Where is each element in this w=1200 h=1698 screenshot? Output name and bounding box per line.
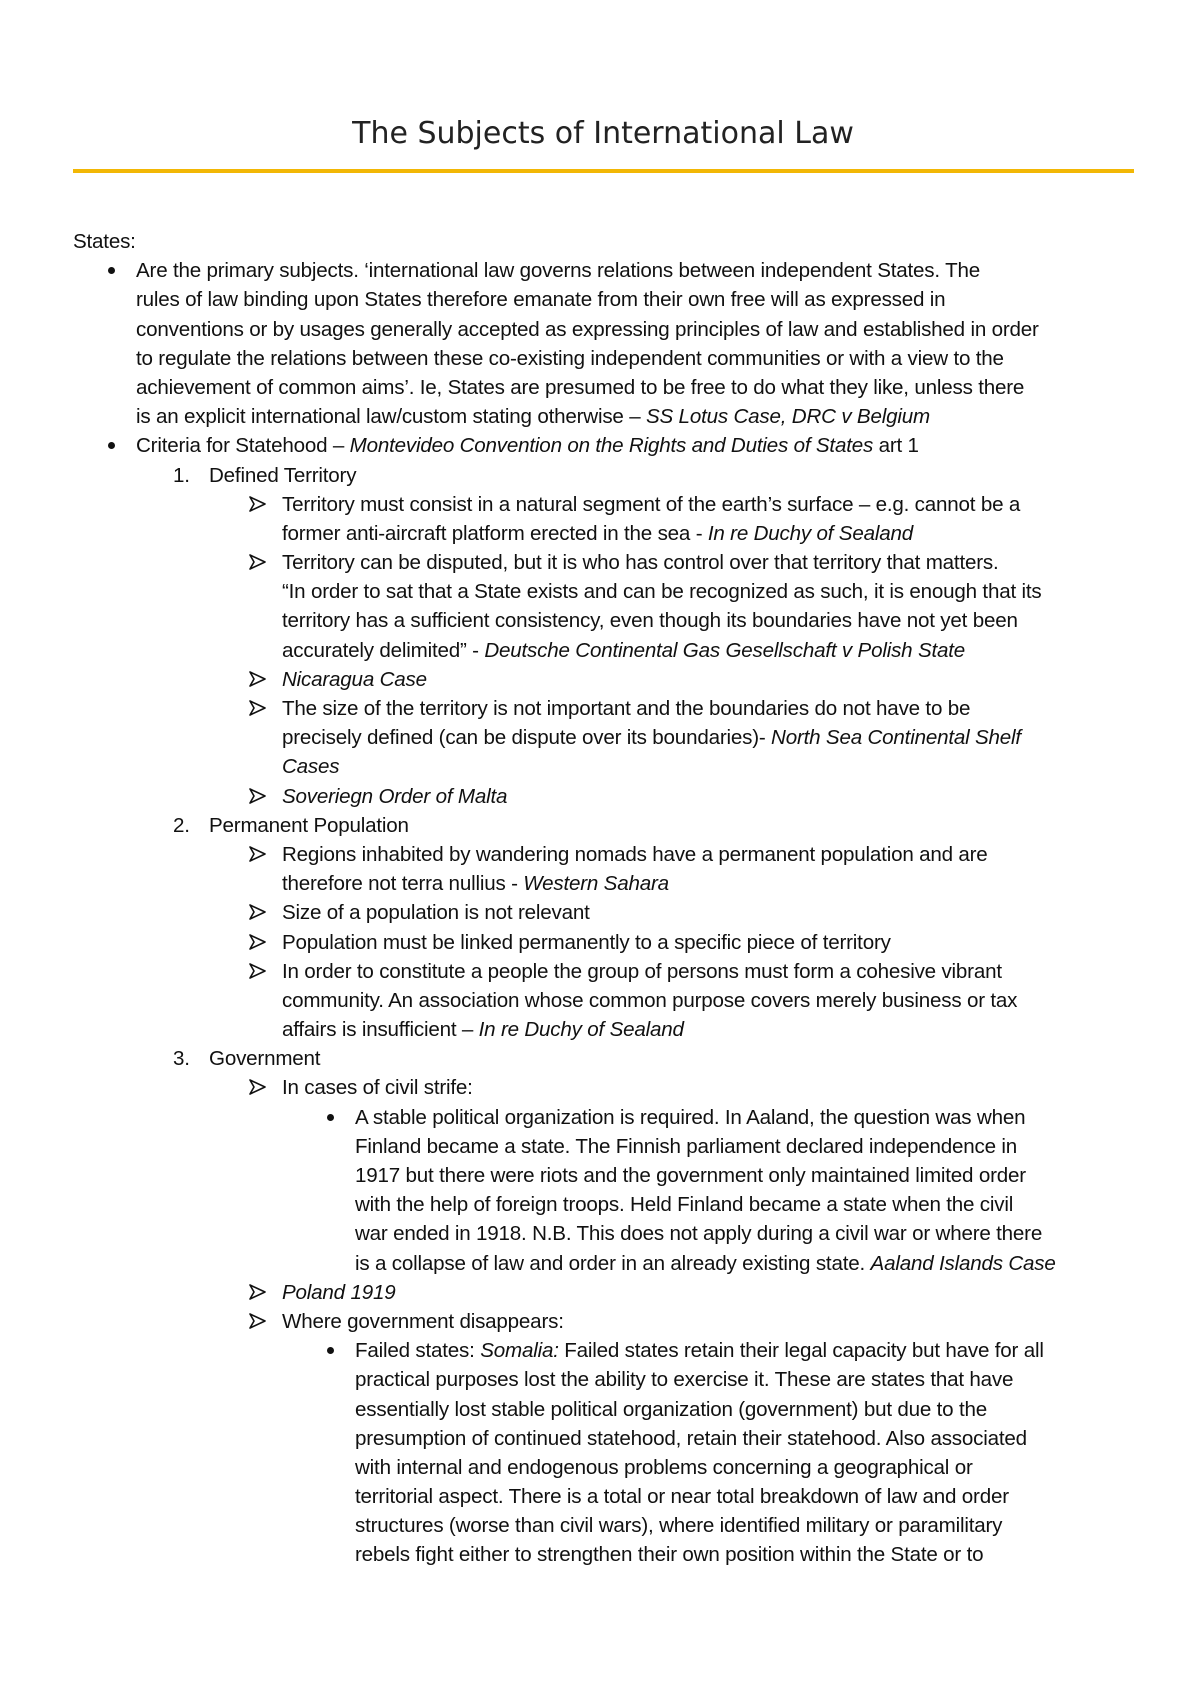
line-text: [355, 1395, 987, 1424]
text-run: structures (worse than civil wars), where identified military or paramilitary: [355, 1514, 1003, 1538]
arrow-bullet-icon: [248, 551, 268, 571]
bullet-dot-icon: [108, 267, 115, 274]
text-run: Permanent Population: [209, 813, 409, 837]
arrow-bullet-icon: [248, 960, 268, 980]
text-run: territory has a sufficient consistency, even though its boundaries have not yet been: [282, 609, 1018, 633]
line-text: [282, 606, 1018, 635]
line-text: [355, 1219, 1042, 1248]
continuation-line: [73, 373, 1143, 402]
text-run: The size of the territory is not important and the boundaries do not have to be: [282, 697, 971, 720]
bullet-item: [73, 1103, 1143, 1132]
text-run: former anti-aircraft platform erected in the sea -: [282, 521, 708, 545]
line-text: [282, 898, 590, 927]
arrow-bullet-icon: [248, 697, 268, 717]
arrow-bullet-icon: [248, 1281, 268, 1301]
text-run: achievement of common aims’. Ie, States are presumed to be free to do what they like, unless there: [136, 375, 1025, 399]
line-text: [355, 1132, 1017, 1161]
text-run: Size of a population is not relevant: [282, 901, 590, 925]
bullet-item: [73, 1336, 1143, 1365]
line-text: [355, 1336, 1044, 1365]
line-text: [355, 1453, 973, 1482]
text-run: Where government disappears:: [282, 1309, 564, 1333]
line-text: [282, 636, 965, 665]
case-citation: Nicaragua Case: [282, 667, 427, 691]
list-number: 1.: [173, 463, 190, 487]
num-item: [73, 461, 1143, 490]
text-run: practical purposes lost the ability to exercise it. These are states that have: [355, 1368, 1014, 1392]
line-text: [355, 1424, 1027, 1453]
continuation-line: [73, 606, 1143, 635]
line-text: [282, 957, 1002, 986]
line-text: [282, 1278, 395, 1307]
arrow-item: [73, 840, 1143, 869]
document-title: The Subjects of International Law: [352, 116, 854, 151]
bullet-item: [73, 256, 1143, 285]
arrow-bullet-icon: [248, 1310, 268, 1330]
case-citation: Soveriegn Order of Malta: [282, 784, 508, 808]
line-text: [355, 1249, 1056, 1278]
arrow-bullet-icon: [248, 843, 268, 863]
continuation-line: [73, 1161, 1143, 1190]
line-text: [209, 461, 356, 490]
continuation-line: [73, 344, 1143, 373]
text-run: is an explicit international law/custom stating otherwise –: [136, 405, 646, 429]
line-text: [136, 256, 980, 285]
continuation-line: [73, 1132, 1143, 1161]
line-text: [355, 1161, 1026, 1190]
text-run: accurately delimited” -: [282, 638, 485, 662]
continuation-line: [73, 1249, 1143, 1278]
case-citation: Aaland Islands Case: [870, 1251, 1056, 1275]
section-label: States:: [73, 230, 136, 253]
text-run: essentially lost stable political organization (government) but due to the: [355, 1397, 987, 1421]
text-run: Failed states:: [355, 1339, 481, 1363]
text-run: Finland became a state. The Finnish parliament declared independence in: [355, 1134, 1018, 1158]
arrow-bullet-icon: [248, 668, 268, 688]
line-text: [282, 782, 507, 811]
continuation-line: [73, 402, 1143, 431]
line-text: [282, 665, 427, 694]
continuation-line: [73, 1453, 1143, 1482]
case-citation: Poland 1919: [282, 1280, 396, 1304]
line-text: [355, 1103, 1025, 1132]
continuation-line: [73, 285, 1143, 314]
text-run: Government: [209, 1047, 321, 1071]
text-run: therefore not terra nullius -: [282, 872, 524, 896]
arrow-bullet-icon: [248, 493, 268, 513]
line-text: [355, 1365, 1013, 1394]
text-run: conventions or by usages generally accepted as expressing principles of law and established in order: [136, 317, 1039, 341]
line-text: [355, 1482, 1009, 1511]
line-text: [136, 402, 930, 431]
case-citation: In re Duchy of Sealand: [478, 1018, 684, 1042]
arrow-item: [73, 694, 1143, 723]
case-citation: Somalia:: [480, 1339, 559, 1363]
line-text: [355, 1190, 1013, 1219]
list-number: 3.: [173, 1047, 190, 1071]
arrow-item: [73, 782, 1143, 811]
continuation-line: [73, 315, 1143, 344]
arrow-item: [73, 928, 1143, 957]
num-item: [73, 811, 1143, 840]
continuation-line: [73, 1395, 1143, 1424]
num-item: [73, 1044, 1143, 1073]
arrow-bullet-icon: [248, 931, 268, 951]
line-text: [282, 840, 988, 869]
text-run: precisely defined (can be dispute over its boundaries)-: [282, 726, 772, 750]
list-number: 2.: [173, 813, 190, 837]
arrow-item: [73, 1307, 1143, 1336]
text-run: Territory can be disputed, but it is who has control over that territory that matters.: [282, 551, 999, 575]
continuation-line: [73, 1540, 1143, 1569]
arrow-item: [73, 1278, 1143, 1307]
line-text: [282, 548, 999, 577]
line-text: [282, 1015, 684, 1044]
text-run: presumption of continued statehood, retain their statehood. Also associated: [355, 1426, 1027, 1450]
text-run: art 1: [873, 434, 919, 458]
text-run: Regions inhabited by wandering nomads have a permanent population and are: [282, 842, 988, 866]
continuation-line: [73, 1190, 1143, 1219]
case-citation: Western Sahara: [523, 872, 669, 896]
continuation-line: [73, 1219, 1143, 1248]
continuation-line: [73, 1424, 1143, 1453]
text-run: A stable political organization is required. In Aaland, the question was when: [355, 1105, 1026, 1129]
text-run: 1917 but there were riots and the government only maintained limited order: [355, 1164, 1026, 1187]
line-text: [282, 519, 913, 548]
text-run: war ended in 1918. N.B. This does not apply during a civil war or where there: [355, 1222, 1043, 1246]
line-text: [355, 1540, 983, 1569]
title-underline: [73, 169, 1134, 173]
case-citation: Deutsche Continental Gas Gesellschaft v Polish State: [484, 638, 966, 662]
arrow-item: [73, 548, 1143, 577]
case-citation: Montevideo Convention on the Rights and Duties of States: [349, 434, 874, 458]
case-citation: SS Lotus Case, DRC v Belgium: [645, 405, 930, 429]
continuation-line: [73, 752, 1143, 781]
bullet-dot-icon: [327, 1114, 334, 1121]
continuation-line: [73, 577, 1143, 606]
line-text: [136, 373, 1024, 402]
case-citation: Cases: [282, 755, 340, 779]
text-run: Population must be linked permanently to a specific piece of territory: [282, 930, 891, 954]
line-text: [282, 490, 1020, 519]
continuation-line: [73, 1511, 1143, 1540]
line-text: [136, 344, 1004, 373]
arrow-item: [73, 665, 1143, 694]
continuation-line: [73, 986, 1143, 1015]
continuation-line: [73, 519, 1143, 548]
text-run: territorial aspect. There is a total or near total breakdown of law and order: [355, 1485, 1009, 1509]
line-text: [282, 1073, 473, 1102]
arrow-bullet-icon: [248, 901, 268, 921]
text-run: “In order to sat that a State exists and can be recognized as such, it is enough that its: [282, 580, 1042, 604]
arrow-bullet-icon: [248, 1076, 268, 1096]
continuation-line: [73, 1365, 1143, 1394]
arrow-item: [73, 898, 1143, 927]
arrow-bullet-icon: [248, 785, 268, 805]
document-body: [73, 227, 1143, 1570]
case-citation: North Sea Continental Shelf: [771, 726, 1021, 750]
text-run: rebels fight either to strengthen their own position within the State or to: [355, 1543, 984, 1567]
line-text: [136, 431, 919, 460]
continuation-line: [73, 636, 1143, 665]
text-run: with internal and endogenous problems concerning a geographical or: [355, 1455, 973, 1479]
arrow-item: [73, 490, 1143, 519]
line-text: [282, 752, 339, 781]
continuation-line: [73, 869, 1143, 898]
arrow-item: [73, 1073, 1143, 1102]
case-citation: In re Duchy of Sealand: [707, 521, 913, 545]
text-run: to regulate the relations between these co-existing independent communities or with a view to the: [136, 346, 1004, 370]
line-text: [209, 1044, 320, 1073]
text-run: affairs is insufficient –: [282, 1018, 479, 1042]
continuation-line: [73, 723, 1143, 752]
text-run: Failed states retain their legal capacity but have for all: [558, 1339, 1044, 1363]
text-run: community. An association whose common purpose covers merely business or tax: [282, 988, 1018, 1012]
line-text: [209, 811, 409, 840]
bullet-dot-icon: [327, 1347, 334, 1354]
line-text: [282, 928, 891, 957]
text-run: In cases of civil strife:: [282, 1076, 473, 1100]
text-run: Territory must consist in a natural segment of the earth’s surface – e.g. cannot be a: [282, 492, 1021, 516]
line-text: [282, 869, 669, 898]
text-run: with the help of foreign troops. Held Finland became a state when the civil: [355, 1193, 1014, 1217]
line-text: [136, 285, 945, 314]
arrow-item: [73, 957, 1143, 986]
bullet-item: [73, 431, 1143, 460]
line-text: [136, 315, 1039, 344]
line-text: [282, 577, 1042, 606]
text-run: rules of law binding upon States therefore emanate from their own free will as expressed in: [136, 288, 946, 312]
line-text: [282, 694, 970, 723]
line-text: [282, 986, 1017, 1015]
text-run: is a collapse of law and order in an already existing state.: [355, 1251, 871, 1275]
continuation-line: [73, 1482, 1143, 1511]
continuation-line: [73, 1015, 1143, 1044]
text-run: In order to constitute a people the group of persons must form a cohesive vibrant: [282, 959, 1002, 983]
bullet-dot-icon: [108, 442, 115, 449]
line-text: [282, 723, 1021, 752]
text-run: Criteria for Statehood –: [136, 434, 350, 458]
text-run: Defined Territory: [209, 463, 357, 487]
line-text: [355, 1511, 1002, 1540]
text-run: Are the primary subjects. ‘international law governs relations between independent States. The: [136, 259, 980, 283]
line-text: [282, 1307, 564, 1336]
